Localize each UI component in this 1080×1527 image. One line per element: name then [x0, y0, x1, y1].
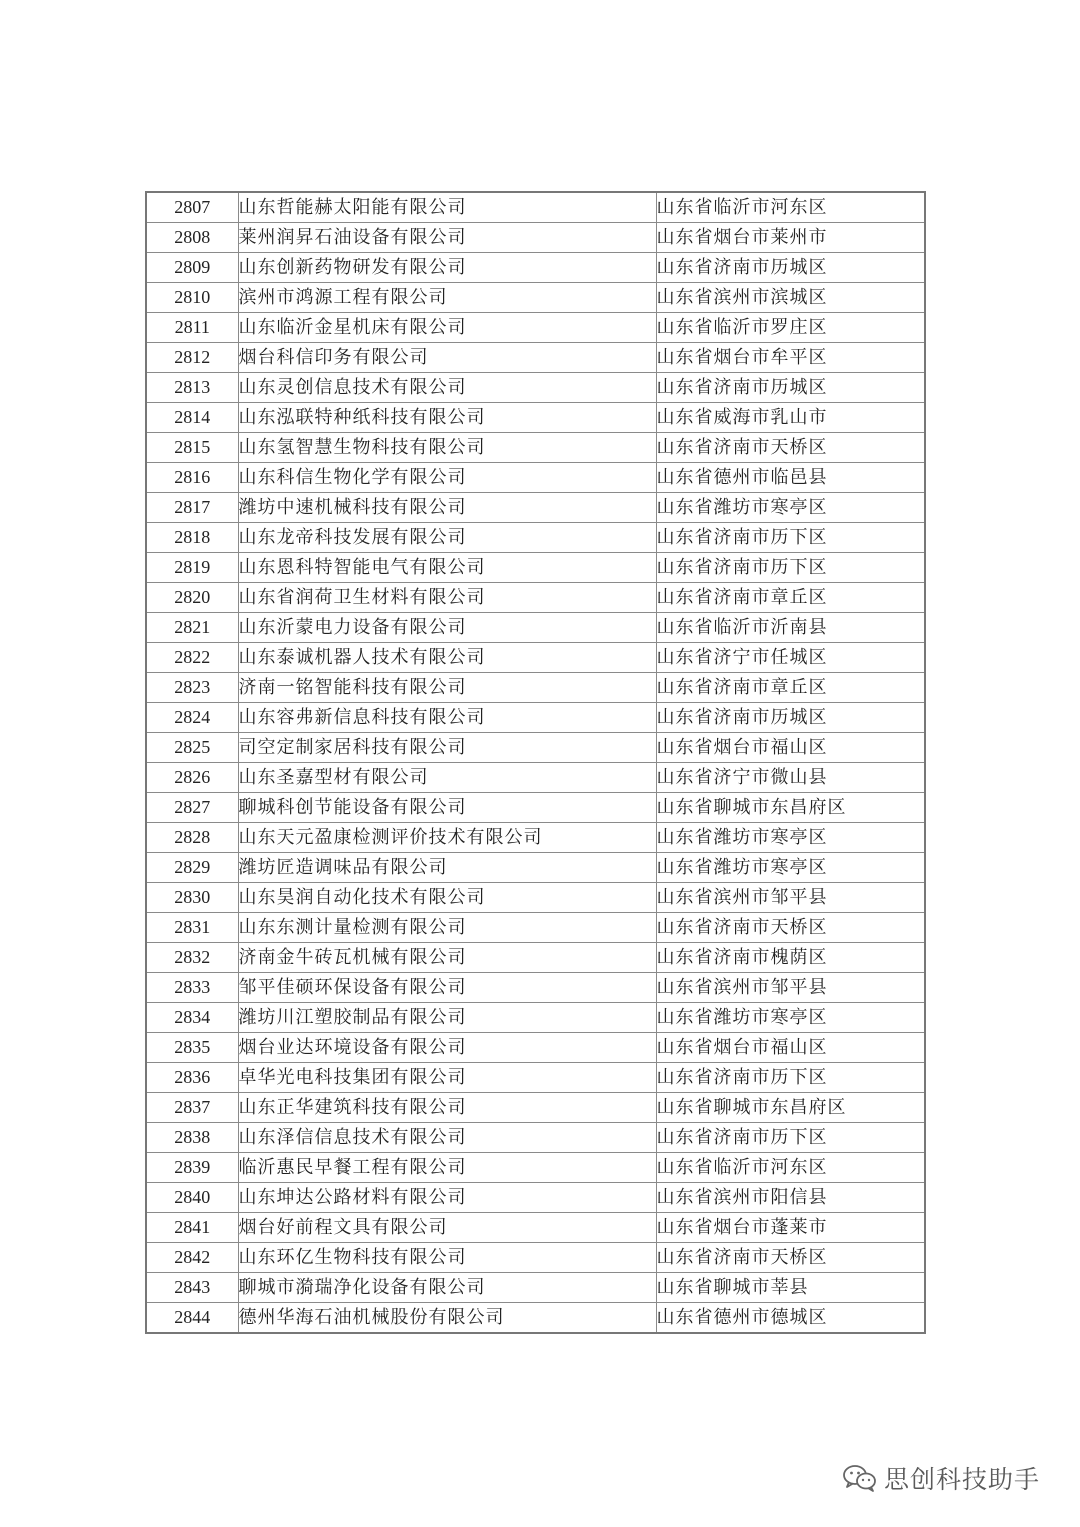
table-row — [146, 493, 925, 523]
company-location: 山东省临沂市罗庄区 — [656, 313, 925, 343]
company-name: 山东沂蒙电力设备有限公司 — [238, 613, 656, 643]
table-row — [146, 283, 925, 313]
row-number: 2810 — [146, 283, 238, 313]
company-name: 邹平佳硕环保设备有限公司 — [238, 973, 656, 1003]
row-number: 2841 — [146, 1213, 238, 1243]
company-location: 山东省济南市天桥区 — [656, 913, 925, 943]
row-number: 2844 — [146, 1303, 238, 1334]
table-row — [146, 433, 925, 463]
company-name: 滨州市鸿源工程有限公司 — [238, 283, 656, 313]
table-row — [146, 943, 925, 973]
company-location: 山东省滨州市阳信县 — [656, 1183, 925, 1213]
table-row — [146, 463, 925, 493]
company-location: 山东省临沂市河东区 — [656, 1153, 925, 1183]
watermark — [842, 1458, 1040, 1498]
row-number: 2809 — [146, 253, 238, 283]
row-number: 2826 — [146, 763, 238, 793]
row-number: 2830 — [146, 883, 238, 913]
row-number: 2807 — [146, 192, 238, 223]
company-location: 山东省聊城市东昌府区 — [656, 1093, 925, 1123]
table-row — [146, 253, 925, 283]
row-number: 2839 — [146, 1153, 238, 1183]
company-location: 山东省滨州市滨城区 — [656, 283, 925, 313]
company-name: 潍坊中速机械科技有限公司 — [238, 493, 656, 523]
company-name: 莱州润昇石油设备有限公司 — [238, 223, 656, 253]
table-row — [146, 343, 925, 373]
company-location: 山东省济南市天桥区 — [656, 1243, 925, 1273]
table-row — [146, 733, 925, 763]
company-location: 山东省德州市临邑县 — [656, 463, 925, 493]
company-location: 山东省潍坊市寒亭区 — [656, 493, 925, 523]
company-name: 烟台科信印务有限公司 — [238, 343, 656, 373]
company-name: 山东省润荷卫生材料有限公司 — [238, 583, 656, 613]
row-number: 2829 — [146, 853, 238, 883]
company-name: 烟台业达环境设备有限公司 — [238, 1033, 656, 1063]
company-name: 山东龙帝科技发展有限公司 — [238, 523, 656, 553]
company-name: 山东灵创信息技术有限公司 — [238, 373, 656, 403]
row-number: 2835 — [146, 1033, 238, 1063]
company-name: 山东昊润自动化技术有限公司 — [238, 883, 656, 913]
company-location: 山东省济南市章丘区 — [656, 583, 925, 613]
company-name: 山东恩科特智能电气有限公司 — [238, 553, 656, 583]
company-location: 山东省济南市历城区 — [656, 703, 925, 733]
row-number: 2821 — [146, 613, 238, 643]
watermark-text: 思创科技助手 — [884, 1465, 1041, 1494]
table-row — [146, 853, 925, 883]
company-name: 潍坊川江塑胶制品有限公司 — [238, 1003, 656, 1033]
company-location: 山东省德州市德城区 — [656, 1303, 925, 1334]
table-row — [146, 1243, 925, 1273]
company-name: 山东容弗新信息科技有限公司 — [238, 703, 656, 733]
table-row — [146, 1093, 925, 1123]
company-location: 山东省烟台市福山区 — [656, 1033, 925, 1063]
table-row — [146, 703, 925, 733]
company-location: 山东省聊城市东昌府区 — [656, 793, 925, 823]
table-row — [146, 1063, 925, 1093]
row-number: 2812 — [146, 343, 238, 373]
company-location: 山东省济南市章丘区 — [656, 673, 925, 703]
table-row — [146, 1123, 925, 1153]
table-row — [146, 553, 925, 583]
row-number: 2814 — [146, 403, 238, 433]
company-name: 聊城市漪瑞净化设备有限公司 — [238, 1273, 656, 1303]
company-location: 山东省济南市天桥区 — [656, 433, 925, 463]
company-name: 山东正华建筑科技有限公司 — [238, 1093, 656, 1123]
table-row — [146, 793, 925, 823]
table-row — [146, 1213, 925, 1243]
company-name: 司空定制家居科技有限公司 — [238, 733, 656, 763]
table-row — [146, 613, 925, 643]
company-location: 山东省临沂市河东区 — [656, 192, 925, 223]
row-number: 2824 — [146, 703, 238, 733]
company-name: 聊城科创节能设备有限公司 — [238, 793, 656, 823]
company-location: 山东省烟台市蓬莱市 — [656, 1213, 925, 1243]
company-name: 山东泽信信息技术有限公司 — [238, 1123, 656, 1153]
row-number: 2808 — [146, 223, 238, 253]
company-name: 山东泓联特种纸科技有限公司 — [238, 403, 656, 433]
company-name: 烟台好前程文具有限公司 — [238, 1213, 656, 1243]
row-number: 2825 — [146, 733, 238, 763]
row-number: 2831 — [146, 913, 238, 943]
company-name: 山东科信生物化学有限公司 — [238, 463, 656, 493]
company-name: 山东临沂金星机床有限公司 — [238, 313, 656, 343]
row-number: 2836 — [146, 1063, 238, 1093]
company-location: 山东省济南市历下区 — [656, 1063, 925, 1093]
table-row — [146, 883, 925, 913]
row-number: 2832 — [146, 943, 238, 973]
company-name: 山东氢智慧生物科技有限公司 — [238, 433, 656, 463]
row-number: 2840 — [146, 1183, 238, 1213]
company-location: 山东省济南市历城区 — [656, 253, 925, 283]
row-number: 2843 — [146, 1273, 238, 1303]
company-name: 济南金牛砖瓦机械有限公司 — [238, 943, 656, 973]
company-location: 山东省烟台市牟平区 — [656, 343, 925, 373]
company-location: 山东省威海市乳山市 — [656, 403, 925, 433]
company-location: 山东省济南市历下区 — [656, 523, 925, 553]
company-name: 临沂惠民早餐工程有限公司 — [238, 1153, 656, 1183]
company-location: 山东省烟台市莱州市 — [656, 223, 925, 253]
table-row — [146, 973, 925, 1003]
company-name: 山东创新药物研发有限公司 — [238, 253, 656, 283]
company-name: 潍坊匠造调味品有限公司 — [238, 853, 656, 883]
table-row — [146, 373, 925, 403]
table-body — [146, 192, 925, 1333]
row-number: 2833 — [146, 973, 238, 1003]
table-row — [146, 313, 925, 343]
row-number: 2828 — [146, 823, 238, 853]
company-location: 山东省济南市历下区 — [656, 1123, 925, 1153]
company-name: 山东圣嘉型材有限公司 — [238, 763, 656, 793]
table-row — [146, 1003, 925, 1033]
row-number: 2837 — [146, 1093, 238, 1123]
table-row — [146, 223, 925, 253]
company-location: 山东省潍坊市寒亭区 — [656, 1003, 925, 1033]
wechat-icon — [842, 1463, 878, 1493]
table-row — [146, 1153, 925, 1183]
row-number: 2823 — [146, 673, 238, 703]
company-location: 山东省潍坊市寒亭区 — [656, 823, 925, 853]
company-name: 山东天元盈康检测评价技术有限公司 — [238, 823, 656, 853]
company-name: 山东东测计量检测有限公司 — [238, 913, 656, 943]
table-row — [146, 583, 925, 613]
company-name: 山东环亿生物科技有限公司 — [238, 1243, 656, 1273]
row-number: 2818 — [146, 523, 238, 553]
row-number: 2817 — [146, 493, 238, 523]
company-name: 卓华光电科技集团有限公司 — [238, 1063, 656, 1093]
company-name: 山东坤达公路材料有限公司 — [238, 1183, 656, 1213]
table-row — [146, 673, 925, 703]
row-number: 2813 — [146, 373, 238, 403]
row-number: 2820 — [146, 583, 238, 613]
row-number: 2811 — [146, 313, 238, 343]
table-row — [146, 1183, 925, 1213]
company-location: 山东省济南市历下区 — [656, 553, 925, 583]
row-number: 2842 — [146, 1243, 238, 1273]
company-location: 山东省济宁市任城区 — [656, 643, 925, 673]
company-location: 山东省烟台市福山区 — [656, 733, 925, 763]
company-name: 山东泰诚机器人技术有限公司 — [238, 643, 656, 673]
company-name: 德州华海石油机械股份有限公司 — [238, 1303, 656, 1334]
table-row — [146, 1033, 925, 1063]
table-row — [146, 403, 925, 433]
table-row — [146, 192, 925, 223]
row-number: 2822 — [146, 643, 238, 673]
table-row — [146, 523, 925, 553]
table-row — [146, 643, 925, 673]
company-location: 山东省济宁市微山县 — [656, 763, 925, 793]
row-number: 2815 — [146, 433, 238, 463]
row-number: 2838 — [146, 1123, 238, 1153]
company-location: 山东省济南市历城区 — [656, 373, 925, 403]
row-number: 2827 — [146, 793, 238, 823]
company-location: 山东省聊城市莘县 — [656, 1273, 925, 1303]
company-location: 山东省潍坊市寒亭区 — [656, 853, 925, 883]
company-location: 山东省滨州市邹平县 — [656, 973, 925, 1003]
company-name: 山东哲能赫太阳能有限公司 — [238, 192, 656, 223]
table-row — [146, 1303, 925, 1334]
table-row — [146, 763, 925, 793]
table-row — [146, 1273, 925, 1303]
table-row — [146, 913, 925, 943]
row-number: 2834 — [146, 1003, 238, 1033]
company-name: 济南一铭智能科技有限公司 — [238, 673, 656, 703]
table-row — [146, 823, 925, 853]
company-location: 山东省济南市槐荫区 — [656, 943, 925, 973]
company-location: 山东省临沂市沂南县 — [656, 613, 925, 643]
company-location: 山东省滨州市邹平县 — [656, 883, 925, 913]
row-number: 2816 — [146, 463, 238, 493]
company-list-table — [145, 191, 926, 1334]
row-number: 2819 — [146, 553, 238, 583]
